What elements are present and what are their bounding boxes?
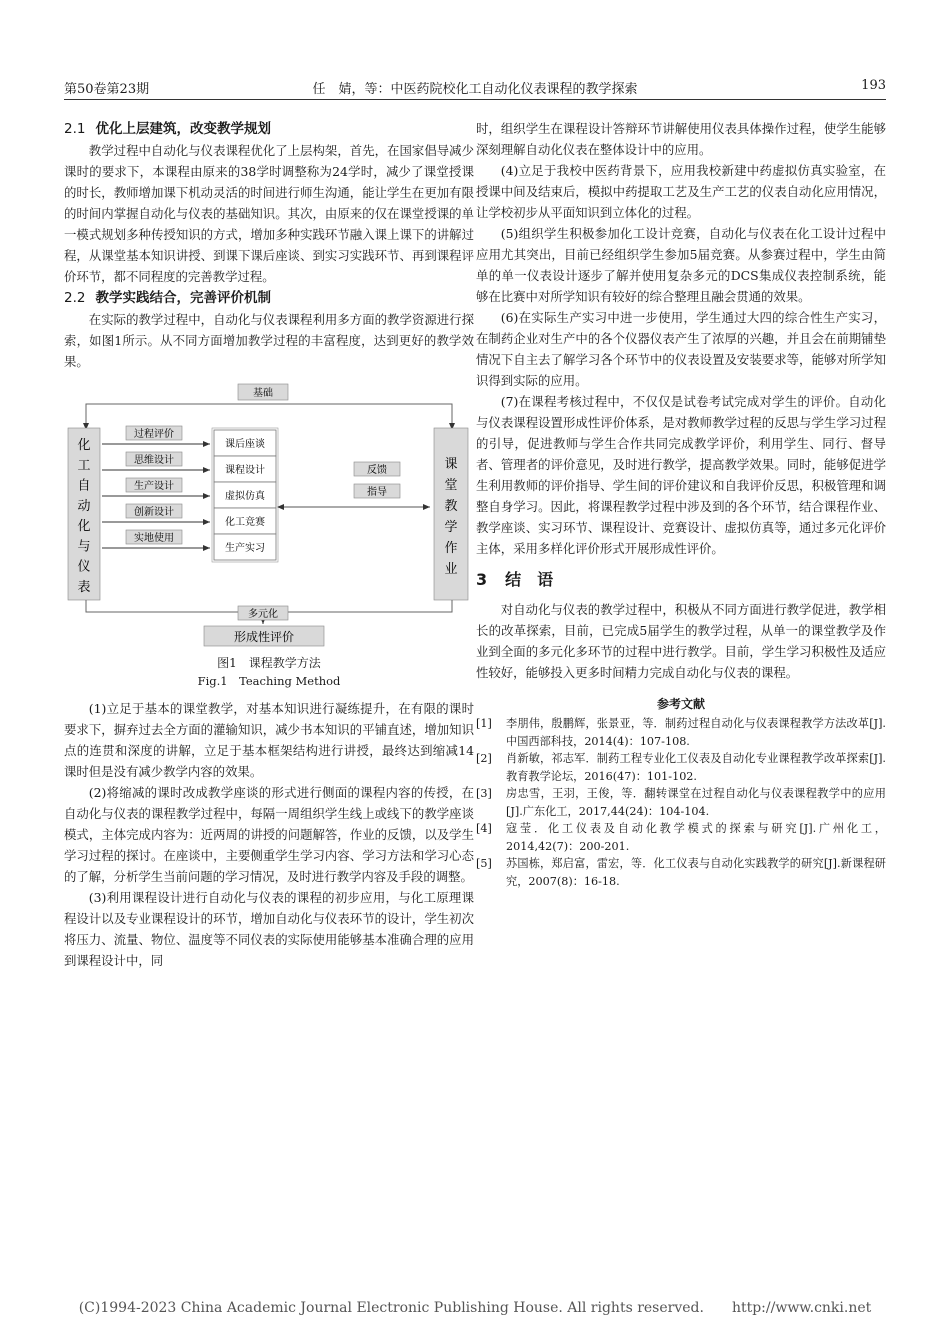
page-number: 193 bbox=[861, 78, 886, 93]
feedback-label: 反馈 bbox=[367, 465, 387, 476]
reference-item bbox=[476, 785, 886, 820]
copyright-footer: (C)1994-2023 China Academic Journal Electronic Publishing House. All rights reserved. http://www.cnki.net bbox=[78, 1300, 872, 1316]
leftLabel-char: 化 bbox=[77, 519, 91, 535]
reference-item bbox=[476, 820, 886, 855]
reference-text: 肖新敏，祁志军．制药工程专业化工仪表及自动化专业课程教学改革探索[J].教育教学论坛，2016(47)：101-102. bbox=[506, 752, 886, 783]
center-box-label: 虚拟仿真 bbox=[225, 491, 265, 502]
paragraph-item-2: (2)将缩减的课时改成教学座谈的形式进行侧面的课程内容的传授，在自动化与仪表的课程教学过程中，每隔一周组织学生线上或线下的教学座谈模式，主体完成内容为：近两周的讲授的问题解答，作业的反馈，以及学生学习过程的探讨。在座谈中，主要侧重学生学习内容、学习方法和学习心态的了解，分析学生当前问题的学习情况，及时进行教学内容及手段的调整。 bbox=[64, 785, 474, 884]
center-box-label: 课后座谈 bbox=[225, 439, 265, 450]
paragraph-item-7: (7)在课程考核过程中，不仅仅是试卷考试完成对学生的评价。自动化与仪表课程设置形成性评价体系，是对教师教学过程的反思与学生学习过程的引导，促进教师与学生合作共同完成教学评价，利用学生、同行、督导者、管理者的评价意见，及时进行教学，提高教学效果。同时，能够促进学生利用教师的评价指导、学生间的评价建议和自我评价反思，积极管理和调整自身学习。因此，将课程教学过程中涉及到的各个环节，结合课程作业、教学座谈、实习环节、课程设计、竞赛设计、虚拟仿真等，通过多元化评价主体，采用多样化评价形式开展形成性评价。 bbox=[476, 394, 886, 556]
references-title: 参考文献 bbox=[656, 697, 705, 711]
center-box-label: 生产实习 bbox=[225, 543, 265, 554]
journal-issue: 第50卷第23期 bbox=[64, 82, 150, 97]
leftLabel-char: 化 bbox=[77, 438, 91, 454]
reference-number: [2] bbox=[476, 752, 492, 765]
reference-item bbox=[476, 750, 886, 785]
formative-evaluation-label: 形成性评价 bbox=[233, 630, 295, 644]
figure-caption-zh: 图1 课程教学方法 bbox=[217, 656, 321, 670]
paragraph-item-1: (1)立足于基本的课堂教学，对基本知识进行凝练提升，在有限的课时要求下，摒弃过去全方面的灌输知识，减少书本知识的平铺直述，增加知识点的连贯和深度的讲解，立足于基本框架结构进行讲授，最终达到缩减14课时但是没有减少教学内容的效果。 bbox=[64, 701, 474, 779]
reference-text: 寇莹．化工仪表及自动化教学模式的探索与研究[J].广州化工，2014,42(7)：200-201. bbox=[506, 822, 886, 853]
rightLabel-char: 教 bbox=[444, 498, 458, 514]
reference-number: [1] bbox=[476, 717, 492, 730]
center-box-label: 化工竞赛 bbox=[225, 517, 265, 528]
paragraph-item-5: (5)组织学生积极参加化工设计竞赛，自动化与仪表在化工设计过程中应用尤其突出，目前已经组织学生参加5届竞赛。从参赛过程中，学生由简单的单一仪表设计逐步了解并使用复杂多元的DCS集成仪表控制系统，能够在比赛中对所学知识有较好的综合整理且融会贯通的效果。 bbox=[476, 226, 886, 304]
paragraph-conclusion: 对自动化与仪表的教学过程中，积极从不同方面进行教学促进，教学相长的改革探索，目前，已完成5届学生的教学过程，从单一的课堂教学及作业到全面的多元化多环节的过程中进行教学。目前，学生学习积极性及适应性较好，能够投入更多时间精力完成自动化与仪表的课程。 bbox=[476, 602, 886, 680]
input-label: 思维设计 bbox=[134, 455, 174, 466]
reference-text: 苏国栋，郑启富，雷宏，等．化工仪表与自动化实践教学的研究[J].新课程研究，2007(8)：16-18. bbox=[506, 857, 886, 888]
reference-item bbox=[476, 855, 886, 890]
diversified-label: 多元化 bbox=[248, 609, 278, 620]
figure-1-diagram bbox=[64, 382, 474, 648]
page-header bbox=[64, 78, 886, 100]
left-column bbox=[64, 118, 474, 971]
section-heading-2-1: 2.1 优化上层建筑，改变教学规划 bbox=[64, 121, 271, 137]
reference-item bbox=[476, 715, 886, 750]
rightLabel-char: 作 bbox=[444, 540, 458, 556]
leftLabel-char: 工 bbox=[77, 458, 91, 474]
figure-caption-en: Fig.1 Teaching Method bbox=[197, 674, 341, 688]
rightLabel-char: 学 bbox=[444, 519, 458, 535]
paragraph-item-3: (3)利用课程设计进行自动化与仪表的课程的初步应用，与化工原理课程设计以及专业课程设计的环节，增加自动化与仪表环节的设计，学生初次将压力、流量、物位、温度等不同仪表的实际使用能够基本准确合理的应用到课程设计中，同 bbox=[64, 890, 474, 968]
reference-number: [4] bbox=[476, 822, 492, 835]
reference-text: 李朋伟，殷鹏辉，张景亚，等．制药过程自动化与仪表课程教学方法改革[J].中国西部科技，2014(4)：107-108. bbox=[506, 717, 886, 748]
leftLabel-char: 自 bbox=[77, 478, 91, 494]
paragraph-item-3-continued: 时，组织学生在课程设计答辩环节讲解使用仪表具体操作过程，使学生能够深刻理解自动化仪表在整体设计中的应用。 bbox=[476, 121, 886, 157]
paragraph-2-1: 教学过程中自动化与仪表课程优化了上层构架，首先，在国家倡导减少课时的要求下，本课程由原来的38学时调整称为24学时，减少了课堂授课的时长，教师增加课下机动灵活的时间进行师生沟通，能让学生在更加有限的时间内掌握自动化与仪表的基础知识。其次，由原来的仅在课堂授课的单一模式规划多种传授知识的方式，增加多种实践环节融入课上课下的讲解过程，从课堂基本知识讲授、到课下课后座谈、到实习实践环节、再到课程评价环节，都不同程度的完善教学过程。 bbox=[64, 143, 474, 284]
reference-number: [3] bbox=[476, 787, 492, 800]
section-heading-2-2: 2.2 教学实践结合，完善评价机制 bbox=[64, 290, 271, 306]
leftLabel-char: 动 bbox=[77, 498, 91, 514]
rightLabel-char: 业 bbox=[444, 561, 458, 577]
running-title: 任 婧，等：中医药院校化工自动化仪表课程的教学探索 bbox=[312, 82, 638, 97]
paragraph-2-2: 在实际的教学过程中，自动化与仪表课程利用多方面的教学资源进行探索，如图1所示。从不同方面增加教学过程的丰富程度，达到更好的教学效果。 bbox=[64, 312, 474, 369]
input-label: 实地使用 bbox=[134, 533, 174, 544]
section-heading-3: 3 结 语 bbox=[476, 570, 554, 589]
references-list bbox=[476, 715, 886, 890]
rightLabel-char: 课 bbox=[444, 456, 458, 472]
leftLabel-char: 仪 bbox=[77, 559, 91, 575]
paragraph-item-6: (6)在实际生产实习中进一步使用，学生通过大四的综合性生产实习，在制药企业对生产中的各个仪器仪表产生了浓厚的兴趣，并且会在前期铺垫情况下自主去了解学习各个环节中的仪表设置及安装要求等，能够对所学知识得到实际的应用。 bbox=[476, 310, 886, 388]
input-label: 创新设计 bbox=[134, 507, 174, 518]
input-label: 过程评价 bbox=[134, 429, 174, 440]
top-label-text: 基础 bbox=[253, 388, 273, 399]
center-box-label: 课程设计 bbox=[225, 465, 265, 476]
right-column bbox=[476, 118, 886, 890]
guidance-label: 指导 bbox=[367, 487, 387, 498]
reference-text: 房忠雪，王羽，王俊，等．翻转课堂在过程自动化与仪表课程教学中的应用[J].广东化工，2017,44(24)：104-104. bbox=[506, 787, 886, 818]
input-label: 生产设计 bbox=[134, 481, 174, 492]
leftLabel-char: 表 bbox=[77, 579, 91, 595]
rightLabel-char: 堂 bbox=[444, 477, 458, 493]
reference-number: [5] bbox=[476, 857, 492, 870]
leftLabel-char: 与 bbox=[77, 539, 91, 555]
paragraph-item-4: (4)立足于我校中医药背景下，应用我校新建中药虚拟仿真实验室，在授课中间及结束后，模拟中药提取工艺及生产工艺的仪表自动化应用情况，让学校初步从平面知识到立体化的过程。 bbox=[476, 163, 886, 220]
